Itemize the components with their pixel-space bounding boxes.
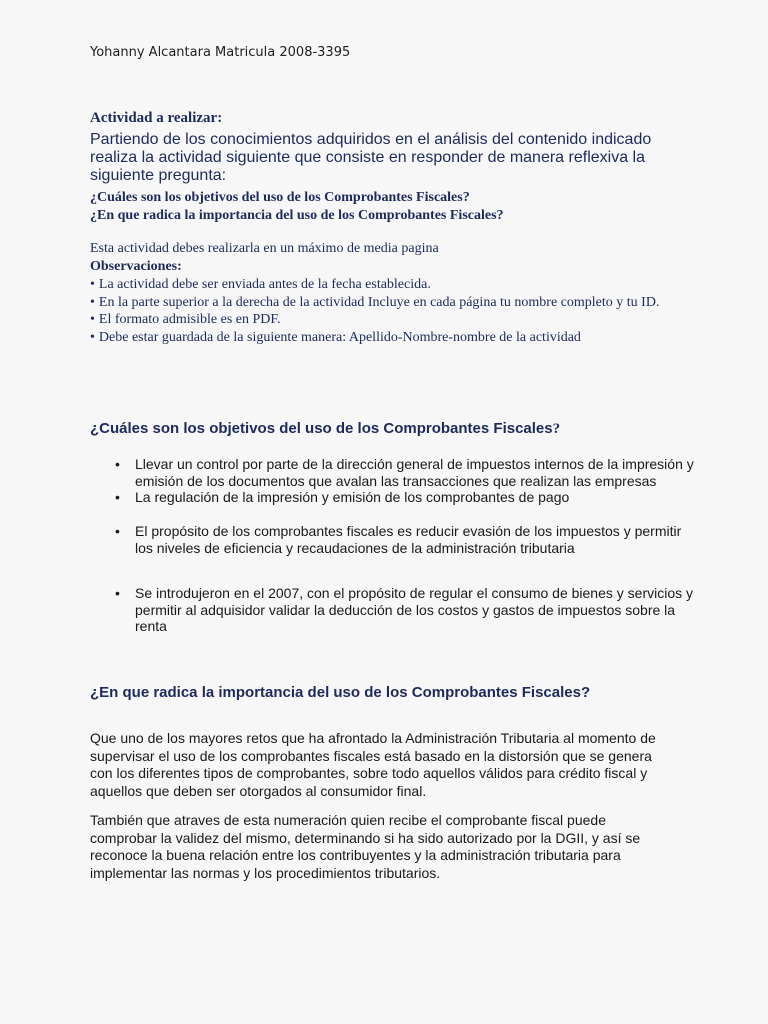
- observation-item: • En la parte superior a la derecha de la actividad Incluye en cada página tu nombre completo y tu ID.: [90, 294, 660, 310]
- activity-title: Actividad a realizar:: [90, 110, 223, 126]
- observations-title: Observaciones:: [90, 259, 182, 274]
- importance-paragraph-2: También que atraves de esta numeración quien recibe el comprobante fiscal puede comprobar la validez del mismo, determinando si ha sido autorizado por la DGII, y así se reconoce la buena relación entre los contribuyentes y la administración tributaria para implementar las normas y los procedimientos tributarios.: [90, 812, 641, 881]
- importance-paragraph-1: Que uno de los mayores retos que ha afrontado la Administración Tributaria al momento de supervisar el uso de los comprobantes fiscales está basado en la distorsión que se genera con los diferentes tipos de comprobantes, sobre todo aquellos válidos para crédito fiscal y aquellos que deben ser otorgados al consumidor final.: [90, 730, 656, 799]
- question-1: ¿Cuáles son los objetivos del uso de los Comprobantes Fiscales?: [90, 190, 470, 205]
- observations-list: [90, 276, 690, 346]
- document-page: Yohanny Alcantara Matricula 2008-3395 Actividad a realizar: Partiendo de los conocimientos adquiridos en el análisis del contenido indicado realiza la actividad siguiente que consiste en responder de manera reflexiva la siguiente pregunta: ¿Cuáles son los objetivos del uso de los Comprobantes Fiscales? ¿En que radica la importancia del uso de los Comprobantes Fiscales? Esta actividad debes realizarla en un máximo de media pagina Observaciones: • La actividad debe ser enviada antes de la fecha establecida. • En la parte superior a la derecha de la actividad Incluye en cada página tu nombre completo y tu ID. • El formato admisible es en PDF. • Debe estar guardada de la siguiente manera: Apellido-Nombre-nombre de la actividad ¿Cuáles son los objetivos del uso de los Comprobantes Fiscales? • Llevar un control por parte de la dirección general de impuestos internos de la impresión y emisión de los documentos que avalan las transacciones que realizan las empresas • La regulación de la impresión y emisión de los comprobantes de pago • El propósito de los comprobantes fiscales es reducir evasión de los impuestos y permitir los niveles de eficiencia y recaudaciones de la administración tributaria • Se introdujeron en el 2007, con el propósito de regular el consumo de bienes y servicios y permitir al adquisidor validar la deducción de los costos y gastos de impuestos sobre la renta ¿En que radica la importancia del uso de los Comprobantes Fiscales? Que uno de los mayores retos que ha afrontado la Administración Tributaria al momento de supervisar el uso de los comprobantes fiscales está basado en la distorsión que se genera con los diferentes tipos de comprobantes, sobre todo aquellos válidos para crédito fiscal y aquellos que deben ser otorgados al consumidor final. También que atraves de esta numeración quien recibe el comprobante fiscal puede comprobar la validez del mismo, determinando si ha sido autorizado por la DGII, y así se reconoce la buena relación entre los contribuyentes y la administración tributaria para implementar las normas y los procedimientos tributarios.: [90, 45, 694, 881]
- author-line: Yohanny Alcantara Matricula 2008-3395: [90, 45, 351, 60]
- section-2-heading: ¿En que radica la importancia del uso de los Comprobantes Fiscales?: [90, 684, 591, 701]
- observation-item: • El formato admisible es en PDF.: [90, 312, 281, 327]
- section-1-heading: ¿Cuáles son los objetivos del uso de los Comprobantes Fiscales?: [90, 420, 561, 437]
- length-note: Esta actividad debes realizarla en un máximo de media pagina: [90, 241, 439, 256]
- activity-intro: Partiendo de los conocimientos adquiridos en el análisis del contenido indicado realiza la actividad siguiente que consiste en responder de manera reflexiva la siguiente pregunta:: [90, 131, 652, 184]
- observation-item: • Debe estar guardada de la siguiente manera: Apellido-Nombre-nombre de la actividad: [90, 329, 581, 345]
- observation-item: • La actividad debe ser enviada antes de la fecha establecida.: [90, 277, 431, 292]
- question-2: ¿En que radica la importancia del uso de los Comprobantes Fiscales?: [90, 208, 504, 223]
